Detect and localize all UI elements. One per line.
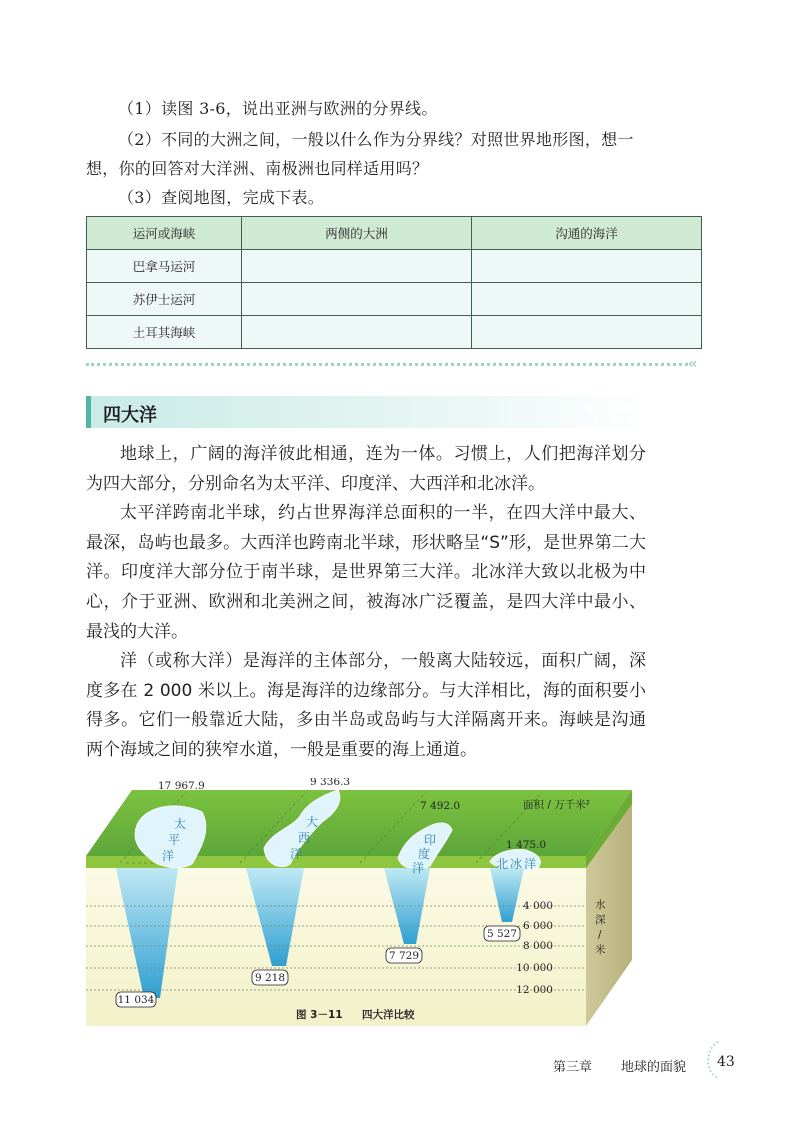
page-number: 43 <box>717 1054 735 1070</box>
question-3: （3）查阅地图，完成下表。 <box>118 188 325 207</box>
table-cell-blank[interactable] <box>472 316 702 349</box>
depth-tick: 4 000 <box>522 900 553 912</box>
area-unit: 面积 / 万千米² <box>523 799 590 811</box>
table-cell: 苏伊士运河 <box>87 283 242 316</box>
table-header-cell: 两侧的大洲 <box>242 217 472 250</box>
table-cell-blank[interactable] <box>242 250 472 283</box>
indian-depth: 7 729 <box>388 950 420 962</box>
section-header <box>86 396 651 428</box>
footer-title: 地球的面貌 <box>621 1060 687 1075</box>
world-map-icon <box>581 397 645 427</box>
table-cell: 土耳其海峡 <box>87 316 242 349</box>
arctic-depth: 5 527 <box>486 928 518 940</box>
table-header-row <box>87 217 702 250</box>
pacific-label: 太 <box>174 817 187 831</box>
section-title: 四大洋 <box>103 405 157 426</box>
paragraph: 地球上，广阔的海洋彼此相通，连为一体。习惯上，人们把海洋划分为四大部分，分别命名为太平洋、印度洋、大西洋和北冰洋。 <box>86 444 646 494</box>
depth-tick: 12 000 <box>516 984 553 996</box>
pacific-depth: 11 034 <box>117 994 155 1006</box>
table-row <box>87 316 702 349</box>
depth-tick: 6 000 <box>522 920 553 932</box>
table-cell-blank[interactable] <box>242 283 472 316</box>
indian-label: 印 <box>424 833 437 847</box>
atlantic-label: 洋 <box>290 847 303 861</box>
question-2-line-2: 想，你的回答对大洋洲、南极洲也同样适用吗？ <box>86 159 429 178</box>
table-header-cell: 运河或海峡 <box>87 217 242 250</box>
footer-chapter: 第三章 <box>553 1060 593 1075</box>
depth-tick: 10 000 <box>516 962 553 974</box>
body-text <box>86 440 646 766</box>
arctic-label: 洋 <box>524 857 537 871</box>
pacific-label: 平 <box>168 833 181 847</box>
table-cell: 巴拿马运河 <box>87 250 242 283</box>
atlantic-label: 大 <box>306 815 319 829</box>
pacific-area: 17 967.9 <box>158 780 205 792</box>
table-cell-blank[interactable] <box>242 316 472 349</box>
four-oceans-figure <box>86 778 640 1026</box>
paragraph: 太平洋跨南北半球，约占世界海洋总面积的一半，在四大洋中最大、最深，岛屿也最多。大西洋也跨南北半球，形状略呈“S”形，是世界第二大洋。印度洋大部分位于南半球，是世界第三大洋。北冰洋大致以北极为中心，介于亚洲、欧洲和北美洲之间，被海冰广泛覆盖，是四大洋中最小、最浅的大洋。 <box>86 503 646 642</box>
atlantic-area: 9 336.3 <box>310 778 351 788</box>
pacific-label: 洋 <box>162 849 175 863</box>
figure-caption: 四大洋比较 <box>362 1009 415 1021</box>
figure-number: 图 3－11 <box>296 1009 343 1021</box>
section-divider <box>86 363 688 366</box>
arctic-label: 冰 <box>510 857 523 871</box>
arctic-label: 北 <box>496 857 509 871</box>
depth-axis-label: 水深/米 <box>595 899 606 956</box>
table-cell-blank[interactable] <box>472 283 702 316</box>
question-1: （1）读图 3-6，说出亚洲与欧洲的分界线。 <box>118 99 438 118</box>
arctic-area: 1 475.0 <box>506 839 547 851</box>
depth-tick: 8 000 <box>522 940 553 952</box>
table-row <box>87 250 702 283</box>
table-cell-blank[interactable] <box>472 250 702 283</box>
question-2-line-1: （2）不同的大洲之间，一般以什么作为分界线？对照世界地形图，想一 <box>118 130 634 149</box>
chevron-left-icon: ‹‹ <box>688 356 696 372</box>
canal-strait-table <box>86 216 702 349</box>
atlantic-label: 西 <box>298 831 311 845</box>
indian-area: 7 492.0 <box>420 800 461 812</box>
table-header-cell: 沟通的海洋 <box>472 217 702 250</box>
indian-label: 度 <box>418 847 431 861</box>
atlantic-depth: 9 218 <box>254 972 286 984</box>
paragraph: 洋（或称大洋）是海洋的主体部分，一般离大陆较远，面积广阔，深度多在 2 000 米以上。海是海洋的边缘部分。与大洋相比，海的面积要小得多。它们一般靠近大陆，多由半岛或岛屿与大洋隔离开来。海峡是沟通两个海域之间的狭窄水道，一般是重要的海上通道。 <box>86 651 646 760</box>
table-row <box>87 283 702 316</box>
indian-label: 洋 <box>412 861 425 875</box>
